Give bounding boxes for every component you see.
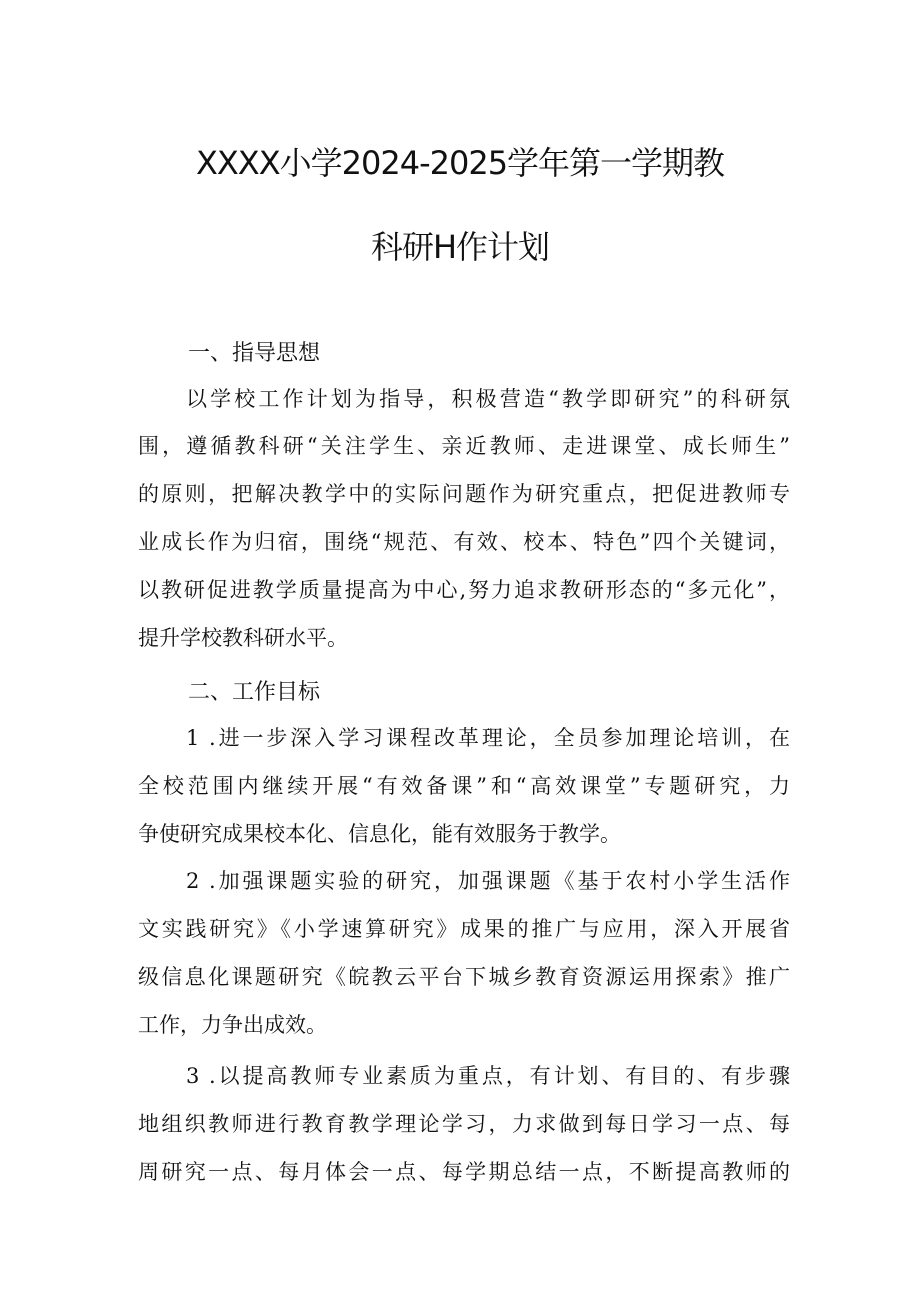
list-item-line: 文实践研究》《小学速算研究》成果的推广与应用，深入开展省 bbox=[138, 917, 790, 941]
document-title-line-2: 科研H作计划 bbox=[370, 228, 550, 266]
paragraph-line: 围，遵循教科研“关注学生、亲近教师、走进课堂、成长师生” bbox=[138, 434, 790, 458]
list-item-line: 3 .以提高教师专业素质为重点，有计划、有目的、有步骤 bbox=[186, 1064, 790, 1088]
section-heading-guiding-ideology: 一、指导思想 bbox=[188, 341, 321, 366]
list-item-line: 争使研究成果校本化、信息化，能有效服务于教学。 bbox=[138, 822, 621, 846]
list-item-line: 工作，力争出成效。 bbox=[138, 1013, 327, 1037]
section-heading-work-goals: 二、工作目标 bbox=[188, 680, 321, 705]
paragraph-line: 的原则，把解决教学中的实际问题作为研究重点，把促进教师专 bbox=[138, 482, 790, 506]
paragraph-line: 以学校工作计划为指导，积极营造“教学即研究”的科研氛 bbox=[186, 387, 790, 411]
paragraph-line: 提升学校教科研水平。 bbox=[138, 626, 348, 650]
list-item-line: 2 .加强课题实验的研究，加强课题《基于农村小学生活作 bbox=[186, 869, 790, 893]
list-item-line: 周研究一点、每月体会一点、每学期总结一点，不断提高教师的 bbox=[138, 1160, 790, 1184]
list-item-line: 1 .进一步深入学习课程改革理论，全员参加理论培训，在 bbox=[186, 726, 790, 750]
paragraph-line: 以教研促进教学质量提高为中心,努力追求教研形态的“多元化”， bbox=[138, 578, 790, 602]
list-item-line: 级信息化课题研究《皖教云平台下城乡教育资源运用探索》推广 bbox=[138, 965, 790, 989]
paragraph-line: 业成长作为归宿，围绕“规范、有效、校本、特色”四个关键词， bbox=[138, 530, 790, 554]
document-title-line-1: XXXX小学2024-2025学年第一学期教 bbox=[195, 144, 725, 182]
list-item-line: 全校范围内继续开展“有效备课”和“高效课堂”专题研究，力 bbox=[138, 774, 790, 798]
list-item-line: 地组织教师进行教育教学理论学习，力求做到每日学习一点、每 bbox=[138, 1112, 790, 1136]
